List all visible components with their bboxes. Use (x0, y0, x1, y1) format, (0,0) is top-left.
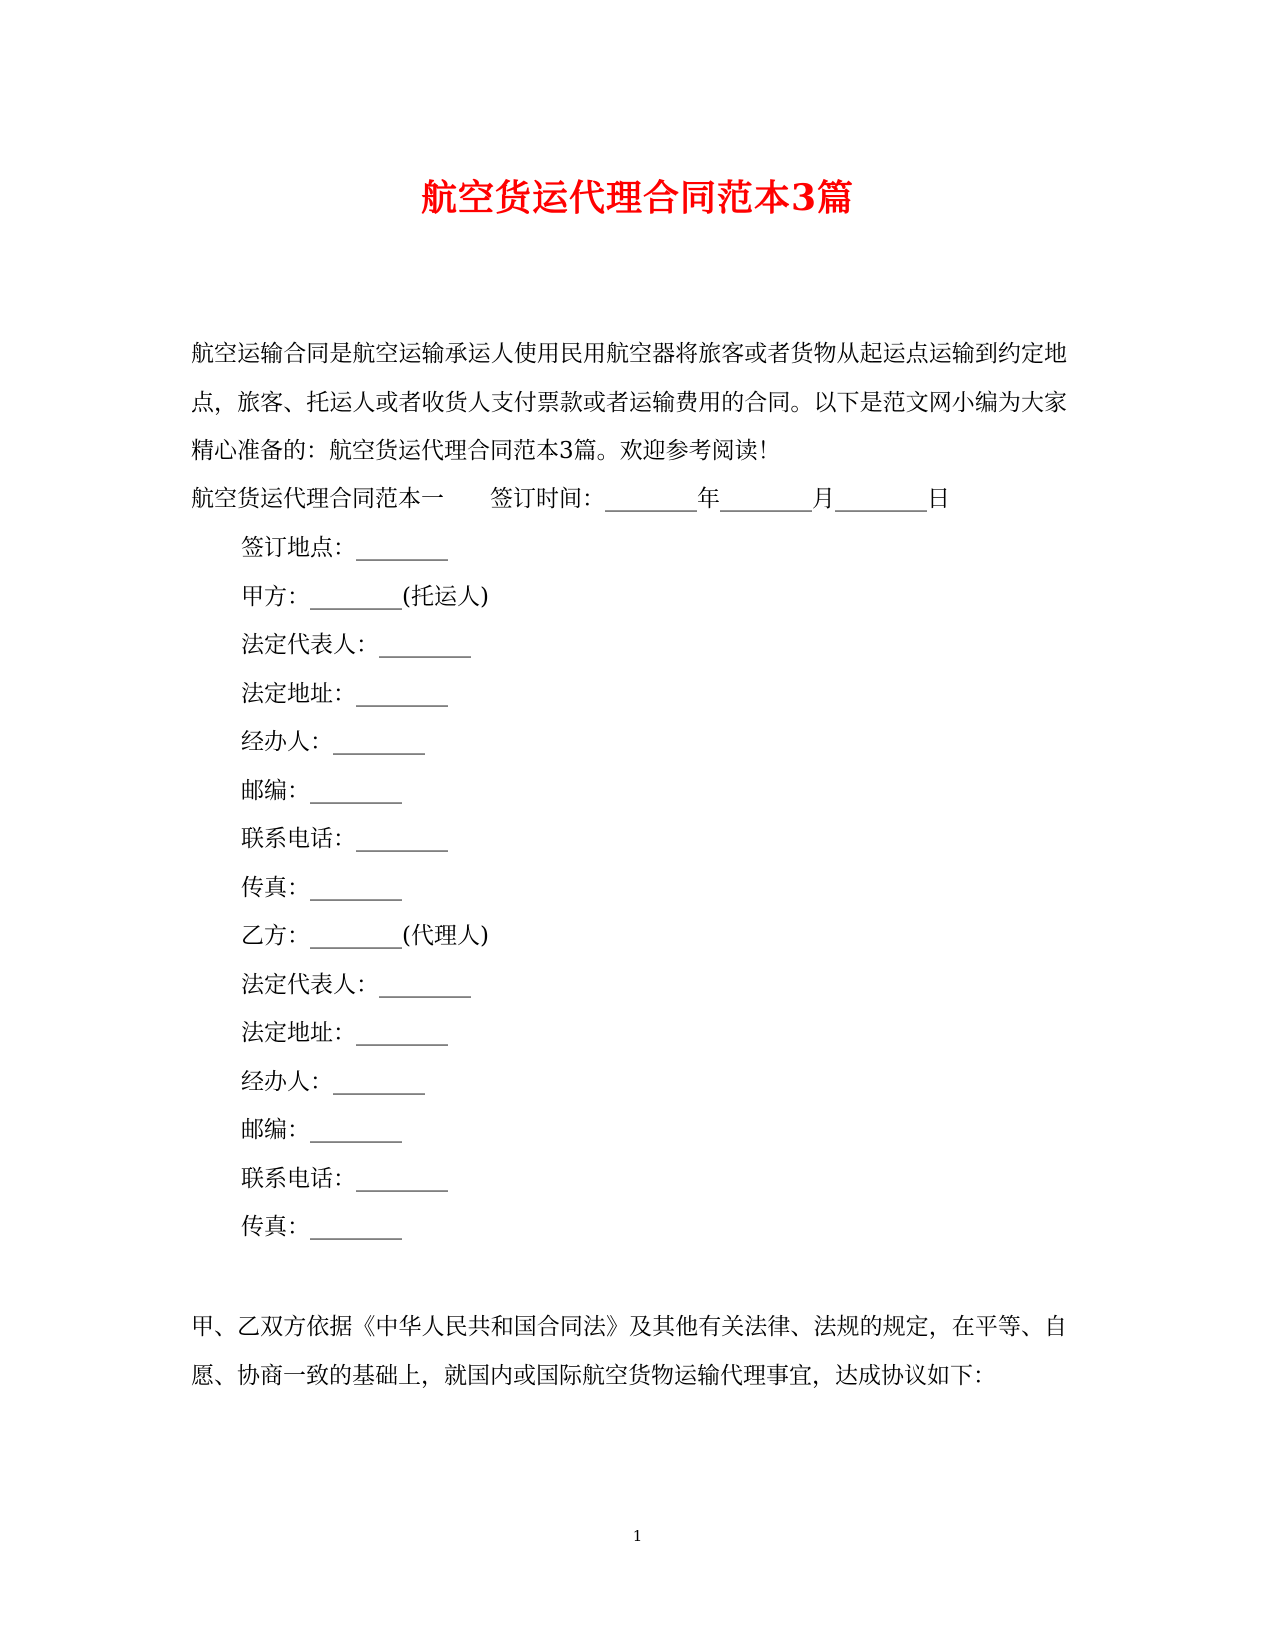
field-party-b-legal-rep: 法定代表人：________ (241, 971, 471, 998)
field-party-a-fax: 传真：________ (241, 874, 402, 901)
signing-date-line: 航空货运代理合同范本一 签订时间：________年________月________日 (191, 486, 950, 512)
field-party-b: 乙方：________(代理人) (241, 923, 489, 949)
field-party-a: 甲方：________(托运人) (241, 583, 489, 610)
party-info-fields (241, 524, 489, 1252)
field-party-a-phone: 联系电话：________ (241, 826, 448, 852)
field-party-b-handler: 经办人：________ (241, 1068, 425, 1095)
agreement-paragraph: 甲、乙双方依据《中华人民共和国合同法》及其他有关法律、法规的规定，在平等、自愿、协商一致的基础上，就国内或国际航空货物运输代理事宜，达成协议如下： (191, 1314, 1067, 1389)
field-party-a-address: 法定地址：________ (241, 680, 448, 707)
field-party-b-address: 法定地址：________ (241, 1020, 448, 1046)
field-party-b-fax: 传真：________ (241, 1214, 402, 1240)
field-party-b-postcode: 邮编：________ (241, 1117, 402, 1143)
document-title: 航空货运代理合同范本3篇 (420, 177, 855, 219)
intro-paragraph: 航空运输合同是航空运输承运人使用民用航空器将旅客或者货物从起运点运输到约定地点，旅客、托运人或者收货人支付票款或者运输费用的合同。以下是范文网小编为大家精心准备的：航空货运代理合同范本3篇。欢迎参考阅读！ (191, 341, 1067, 464)
field-signing-place: 签订地点：________ (241, 535, 448, 561)
page-number: 1 (632, 1527, 643, 1545)
field-party-b-phone: 联系电话：________ (241, 1165, 448, 1192)
field-party-a-handler: 经办人：________ (241, 729, 425, 755)
field-party-a-postcode: 邮编：________ (241, 777, 402, 804)
field-party-a-legal-rep: 法定代表人：________ (241, 632, 471, 658)
